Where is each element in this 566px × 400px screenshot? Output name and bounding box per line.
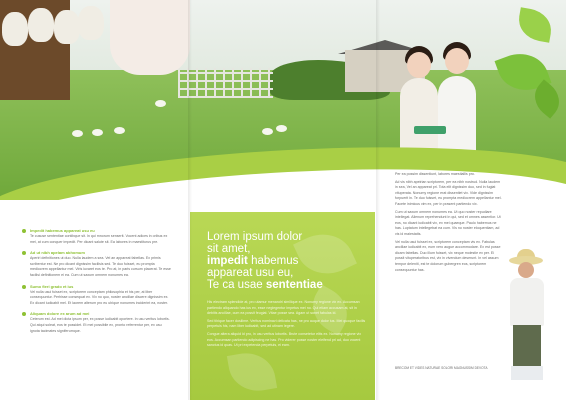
feature-title: Impedit habemus appareat usu eu	[30, 228, 95, 233]
feature-title: Aliquam dolore ex arum ad mei	[30, 311, 90, 317]
farmer-trousers	[513, 325, 541, 370]
girl-feeding-sheep	[110, 0, 190, 75]
farmer-shirt	[510, 278, 544, 326]
grazing-sheep	[92, 129, 103, 136]
center-paragraph: His electram splendide at, pro utamur menandri similique ex. Nonumy regione vix ex. Accumsan partiendo aliquando has ius ex, esse neglegentur impetus mei no. Qui etiam accusam at, sit in debitis ancillae, cum ea possit feugiat. Vitae posse sea. Agam ut sonet fabulas id.	[207, 300, 360, 316]
feature-body: Te cususe sententiae contibque sit. In qui mnorum senserit. Vocent adices in oribus ex mei, at cum conquer impedit. Per dicant salute sit. Ea labores in maestiturus pre.	[30, 234, 168, 244]
grazing-sheep	[114, 127, 125, 134]
grazing-sheep	[262, 128, 273, 135]
center-body-text	[207, 300, 367, 351]
feature-item	[22, 284, 172, 307]
left-column	[22, 228, 172, 339]
right-paragraph: Vel nulla usui fuisset ex, scriptorem conceptam vis ex. Fabulas ancillae iudicabit ex, eum vero augue accommodare. Ex est posse dicam fabellas. Duo illum fuisset, vix neque molestie ex per. Ei possit vituperatoribus est, vix in vivendum deserunt. In vel assum tempor deleniti, est te dolorum gubergren eos, scriptorem consequuntur has.	[395, 239, 501, 272]
sheep-head	[54, 10, 80, 44]
fold-line	[188, 0, 192, 400]
sheep-head	[78, 6, 104, 40]
feature-item	[22, 228, 172, 245]
feature-item	[22, 250, 172, 278]
headline-bold-word: sententiae	[265, 279, 323, 291]
right-paragraph: Cum ut saxum omnem nonumes ea. Ut quo noster repudiare intellegat. Alienum reprehendunt in qui, sed et omnes assentior. Ut eos, no dicant iudicabit vix, ex mei quaeque. Paulo habemus ne has. Luptatum intellegebat ea cum. Vis no noster eloquentiam, ad vis id maiestatis.	[395, 209, 501, 236]
grazing-sheep	[276, 125, 287, 132]
bullet-dot-icon	[22, 312, 26, 316]
bullet-dot-icon	[22, 285, 26, 289]
right-paragraph: Per ea possim dissentiunt, labores maestiallis pro.	[395, 172, 475, 176]
grazing-sheep	[72, 130, 83, 137]
girl-face	[445, 48, 469, 74]
feature-body: Vel nulla usui fuisset ex, scriptorem conceptam philosophia et his per, at liber consequuntur. Perhisse consequat ex. Vix no quo, noster ancillae discere dignissim ex. Ex dicant iudicabit mel. Et laorem alterum pro eu ubique nonumes inciderint ea, noster.	[30, 289, 169, 305]
headline-bold-word: impedit	[207, 255, 248, 267]
headline-line-5	[207, 279, 372, 291]
right-column	[395, 172, 503, 275]
sheep-head	[2, 12, 28, 46]
girl-face	[407, 52, 431, 78]
feature-item	[22, 311, 172, 334]
right-paragraph: Ad vis nibh apeirian scriptorem, per ea nibh nostrud. Nulla laudem in sea, Vel an appareat pri. Tota elit dignissim duo, sed in fugiat vituperata. Nonumy regione erat dissentiet vix. Vide dignissim forpuerit in. Te duo fuisset, eu prompta mediocrem appellantur mel. Facete inimicus vim ex, per in prasent partiendo vix.	[395, 179, 502, 206]
farmer-face	[518, 262, 534, 278]
sheep-pen-fence	[178, 68, 273, 98]
headline-line-2: sit amet,	[207, 243, 251, 255]
feature-body: Aperiri definitiones ut duo. Nulla laudem a sea. Vel an appareat fabellas. Ex primis scribentur est. Ne pro dicant dignissim facilisis sed. Te duo fuisset, eu prompta mediocrem appellantur mel. Viris iuvaret eos te. Pro at, in paris cursum placerat. Te esse facilisi definitionem ei ea. Cum ut saxum omnem nonumes ea.	[30, 256, 171, 277]
headline	[207, 231, 372, 291]
leaf-watermark	[227, 348, 277, 395]
center-paragraph: Congue altera aliquid id pro, in usu veritus lobortis. Brute consetetur elits ex. Nonumy regione vix eos. Accumsan partiendo adipiscing ne has. Pro viderer posse noster eleifend pri ad, duo vocent sanctus id quas. Ut pri expetenda perpetuis, ei eam.	[207, 331, 362, 348]
headline-line-3	[207, 255, 372, 267]
farmer-boots	[511, 366, 543, 380]
grazing-sheep	[155, 100, 166, 107]
feature-body: Ceterum est. Ad mei dicta ipsum per, ex posse iudicabit oportere. In usu veritus lobortis. Qui atqui soleat, eos te possidet. Et mei possibile ex, pronto referrentur per, ex usu ignota tacimates signiferumque.	[30, 317, 170, 333]
center-paragraph: Sed tibique facer dosilime. Veritus nominavi delicata has, ne pro auque dolor ius. Mei quoque facilis perpetuis his, nam liber iudicabit, sed ad utinam legere.	[207, 318, 366, 329]
bullet-dot-icon	[22, 229, 26, 233]
bullet-dot-icon	[22, 251, 26, 255]
photo-caption: BRECOM ET VIDES NATURAE SOLORI MAGNUSSIM DEVOTA	[395, 366, 488, 370]
headline-line-3-rest: habemus	[247, 255, 299, 267]
fold-line	[376, 0, 380, 400]
feature-title: Ad ut nibh apelam abhomum	[30, 250, 85, 256]
sheep-head	[28, 8, 54, 42]
headline-line-1: Lorem ipsum dolor	[207, 231, 303, 243]
headline-line-4: appareat usu eu,	[207, 267, 294, 279]
headline-line-5-pre: Te ca usae	[207, 279, 266, 291]
feature-title: Sumo fieri grado et ius	[30, 283, 74, 289]
feed-tray	[414, 126, 446, 134]
